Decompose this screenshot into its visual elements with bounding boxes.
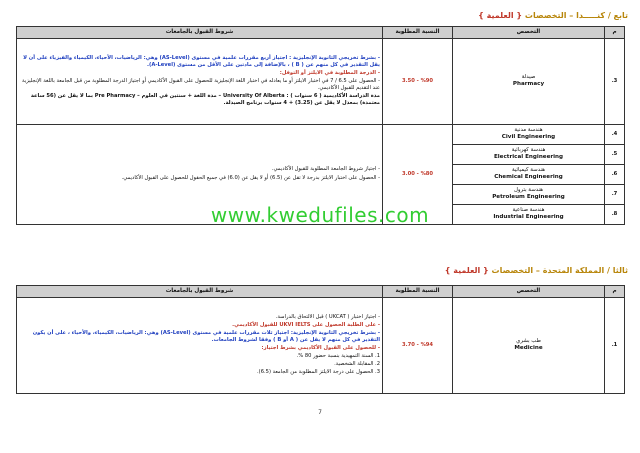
table-row-pharmacy	[17, 39, 625, 125]
condition-line: - على الطلبة الحصول على UKVI IELTS للقبول الأكاديمي.	[232, 321, 380, 328]
condition-line: - للحصول على القبول الأكاديمي بشرط اجتياز:	[261, 345, 380, 351]
condition-line: 2. المقابلة الشخصية.	[334, 361, 380, 368]
condition-line: - اجتياز شروط الجامعة المطلوبة للقبول الأكاديمي.	[271, 166, 380, 173]
uk-majors-table	[16, 285, 625, 394]
header-conditions: شروط القبول بالجامعات	[17, 27, 383, 39]
table-row-civil	[17, 125, 625, 145]
major-cell	[453, 125, 605, 145]
major-cell	[453, 165, 605, 185]
row-number: 4.	[605, 125, 625, 145]
major-cell	[453, 185, 605, 205]
condition-line: 1. السنة التمهيدية بنسبة حضور 80 %.	[296, 353, 380, 360]
admission-conditions	[17, 298, 383, 394]
major-name-ar: هندسة بترول	[513, 187, 544, 194]
major-name-en: Petroleum Engineering	[492, 194, 565, 201]
major-name-ar: صيدلة	[521, 74, 536, 81]
header-ratio: النسبة المطلوبة	[383, 286, 453, 298]
row-number: 3.	[605, 39, 625, 125]
header-index: م	[605, 27, 625, 39]
section-b-title-brace: { العلمية }	[444, 266, 489, 275]
condition-line: - الحصول على 6.5 / 7 في اختبار الايلتز أو ما يعادله في اختبار اللغة الإنجليزية للحصول على القبول الأكاديمي أو اجتياز الدرجة المطلوبة من قبل الجامعة باللغة الإنجليزية عند التقديم للقبول الأكاديمي.	[22, 77, 380, 91]
row-number: 6.	[605, 165, 625, 185]
condition-line: - اجتياز اختبار ( UKCAT ) قبل الالتحاق بالدراسة.	[275, 313, 380, 320]
row-number: 8.	[605, 205, 625, 225]
major-name-en: Medicine	[514, 345, 543, 352]
condition-line: - بشرط تخريجي الثانوية الإنجليزية: اجتياز ثلاث مقررات علمية في مستوى (AS-Level) وهي: الرياضيات، الكيمياء، والأحياء ، على أن يكون التقدير في كل منهم لا يقل عن ( A أو B ) وفقا لشروط الجامعات.	[32, 329, 380, 343]
major-name-en: Chemical Engineering	[494, 174, 563, 181]
required-ratio: %80 - 3.00	[383, 125, 453, 225]
major-name-ar: هندسة كهربائية	[511, 147, 546, 154]
condition-line: مدة الدراسة الأكاديمية ( 6 سنوات ) : University Of Alberta – مدة اللغة + سنتين في العلوم – Pre Pharmacy بما لا يقل عن (56 ساعة معتمدة) بمعدل لا يقل عن (3.25) + 4 سنوات برنامج الصيدلة.	[30, 93, 380, 107]
major-cell	[453, 298, 605, 394]
row-number: 1.	[605, 298, 625, 394]
table-header-row	[17, 27, 625, 39]
header-ratio: النسبة المطلوبة	[383, 27, 453, 39]
major-cell	[453, 39, 605, 125]
page-number: 7	[318, 409, 322, 416]
header-conditions: شروط القبول بالجامعات	[17, 286, 383, 298]
condition-line: 3. الحصول على درجة الايلتز المطلوبة من الجامعة (6.5).	[257, 369, 380, 376]
major-name-en: Industrial Engineering	[493, 214, 564, 221]
row-number: 5.	[605, 145, 625, 165]
major-name-en: Pharmacy	[512, 81, 545, 88]
required-ratio: %90 - 3.50	[383, 39, 453, 125]
admission-conditions	[17, 39, 383, 125]
section-b-title-text: ثالثا / المملكة المتحدة – التخصصات	[491, 266, 628, 275]
header-index: م	[605, 286, 625, 298]
section-a-title	[478, 11, 628, 20]
table-header-row	[17, 286, 625, 298]
site-watermark: www.kwedufiles.com	[210, 203, 430, 227]
header-major: التخصص	[453, 27, 605, 39]
major-name-ar: طب بشري	[516, 338, 541, 345]
header-major: التخصص	[453, 286, 605, 298]
major-name-ar: هندسة مدنية	[514, 127, 543, 134]
condition-line: - الدرجة المطلوبة في الايلتز أو التوفل:	[279, 69, 380, 76]
condition-line: - بشرط تخريجي الثانوية الإنجليزية : اجتياز أربع مقررات علمية في مستوى (AS-Level) وهي: الرياضيات، الأحياء، الكيمياء والفيزياء على أن لا يقل التقدير في كل منهم عن ( B ) ، بالإضافة إلى مادتين على الأقل من مستوى (A-Level).	[23, 54, 380, 68]
canada-majors-table	[16, 26, 625, 225]
table-row-medicine	[17, 298, 625, 394]
major-cell	[453, 145, 605, 165]
major-name-en: Electrical Engineering	[493, 154, 564, 161]
section-a-title-brace: { العلمية }	[478, 11, 523, 20]
row-number: 7.	[605, 185, 625, 205]
required-ratio: %94 - 3.70	[383, 298, 453, 394]
condition-line: - الحصول على اختبار الايلتز بدرجة لا تقل عن (6.5) أو لا يقل عن (6.0) في جميع الحقول للحصول على القبول الأكاديمي.	[121, 174, 380, 181]
section-b-title	[445, 266, 628, 275]
section-a-title-text: تابع / كنـــــدا – التخصصات	[524, 11, 628, 20]
major-name-en: Civil Engineering	[501, 134, 556, 141]
major-name-ar: هندسة صناعية	[512, 207, 545, 214]
major-name-ar: هندسة كيميائية	[511, 167, 545, 174]
